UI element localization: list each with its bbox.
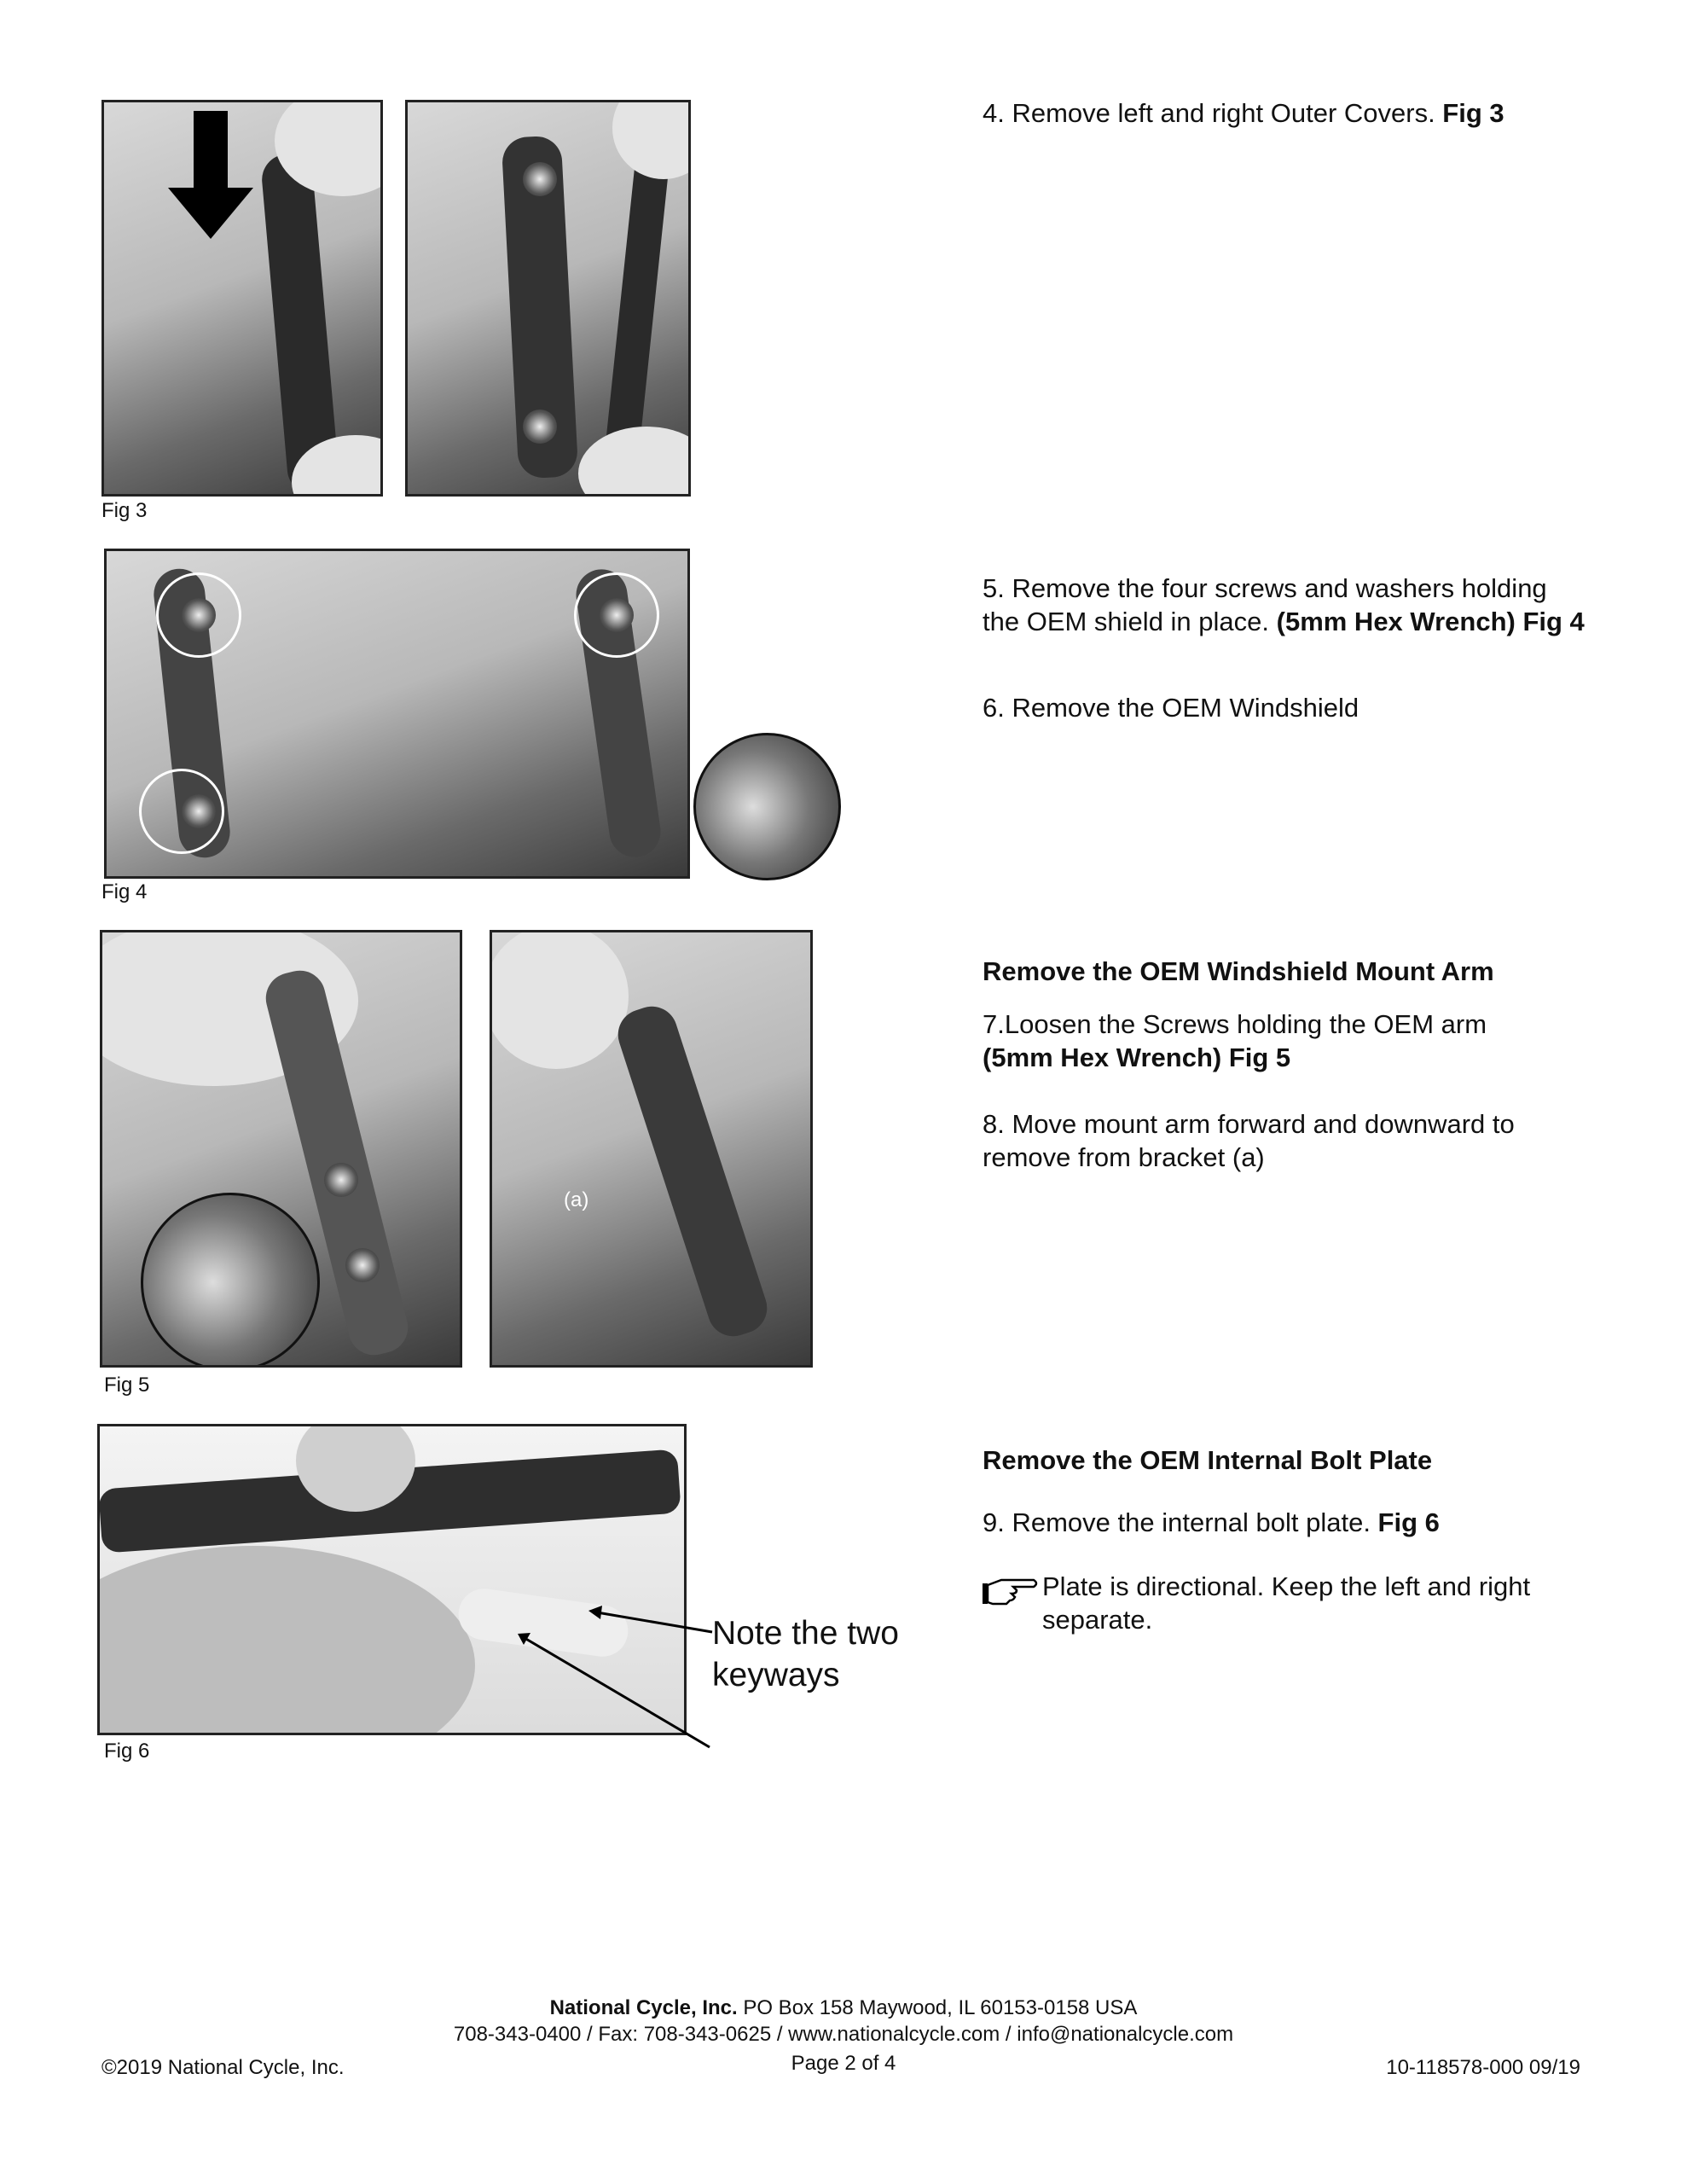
callout-line: Note the two — [712, 1615, 899, 1652]
fig5-caption: Fig 5 — [104, 1374, 150, 1397]
keyway-callout — [712, 1612, 899, 1696]
step-6: 6. Remove the OEM Windshield — [983, 693, 1359, 723]
directional-note: Plate is directional. Keep the left and right separate. — [983, 1570, 1631, 1636]
footer-copyright: ©2019 National Cycle, Inc. — [101, 2056, 345, 2079]
footer-address: National Cycle, Inc. PO Box 158 Maywood, IL 60153-0158 USA — [549, 1996, 1138, 2019]
step-4: 4. Remove left and right Outer Covers. Fig 3 — [983, 98, 1504, 128]
footer-contact: 708-343-0400 / Fax: 708-343-0625 / www.nationalcycle.com / info@nationalcycle.com — [453, 2023, 1234, 2046]
document-id: 10-118578-000 09/19 — [1386, 2056, 1580, 2079]
step-8: 8. Move mount arm forward and downward to remove from bracket (a) — [983, 1109, 1515, 1172]
bracket-label: (a) — [564, 1188, 589, 1211]
page-number: Page 2 of 4 — [791, 2052, 896, 2075]
pointing-hand-icon — [983, 1577, 1039, 1606]
fig6-caption: Fig 6 — [104, 1740, 150, 1763]
step-7: 7.Loosen the Screws holding the OEM arm (5mm Hex Wrench) Fig 5 — [983, 1009, 1487, 1072]
fig3-caption: Fig 3 — [101, 499, 148, 522]
step-5: 5. Remove the four screws and washers holding the OEM shield in place. (5mm Hex Wrench) Fig 4 — [983, 573, 1585, 636]
step-9: 9. Remove the internal bolt plate. Fig 6 — [983, 1507, 1440, 1537]
section-heading-mount-arm: Remove the OEM Windshield Mount Arm — [983, 956, 1494, 986]
section-heading-bolt-plate: Remove the OEM Internal Bolt Plate — [983, 1445, 1433, 1475]
callout-line: keyways — [712, 1657, 840, 1693]
fig4-caption: Fig 4 — [101, 880, 148, 903]
